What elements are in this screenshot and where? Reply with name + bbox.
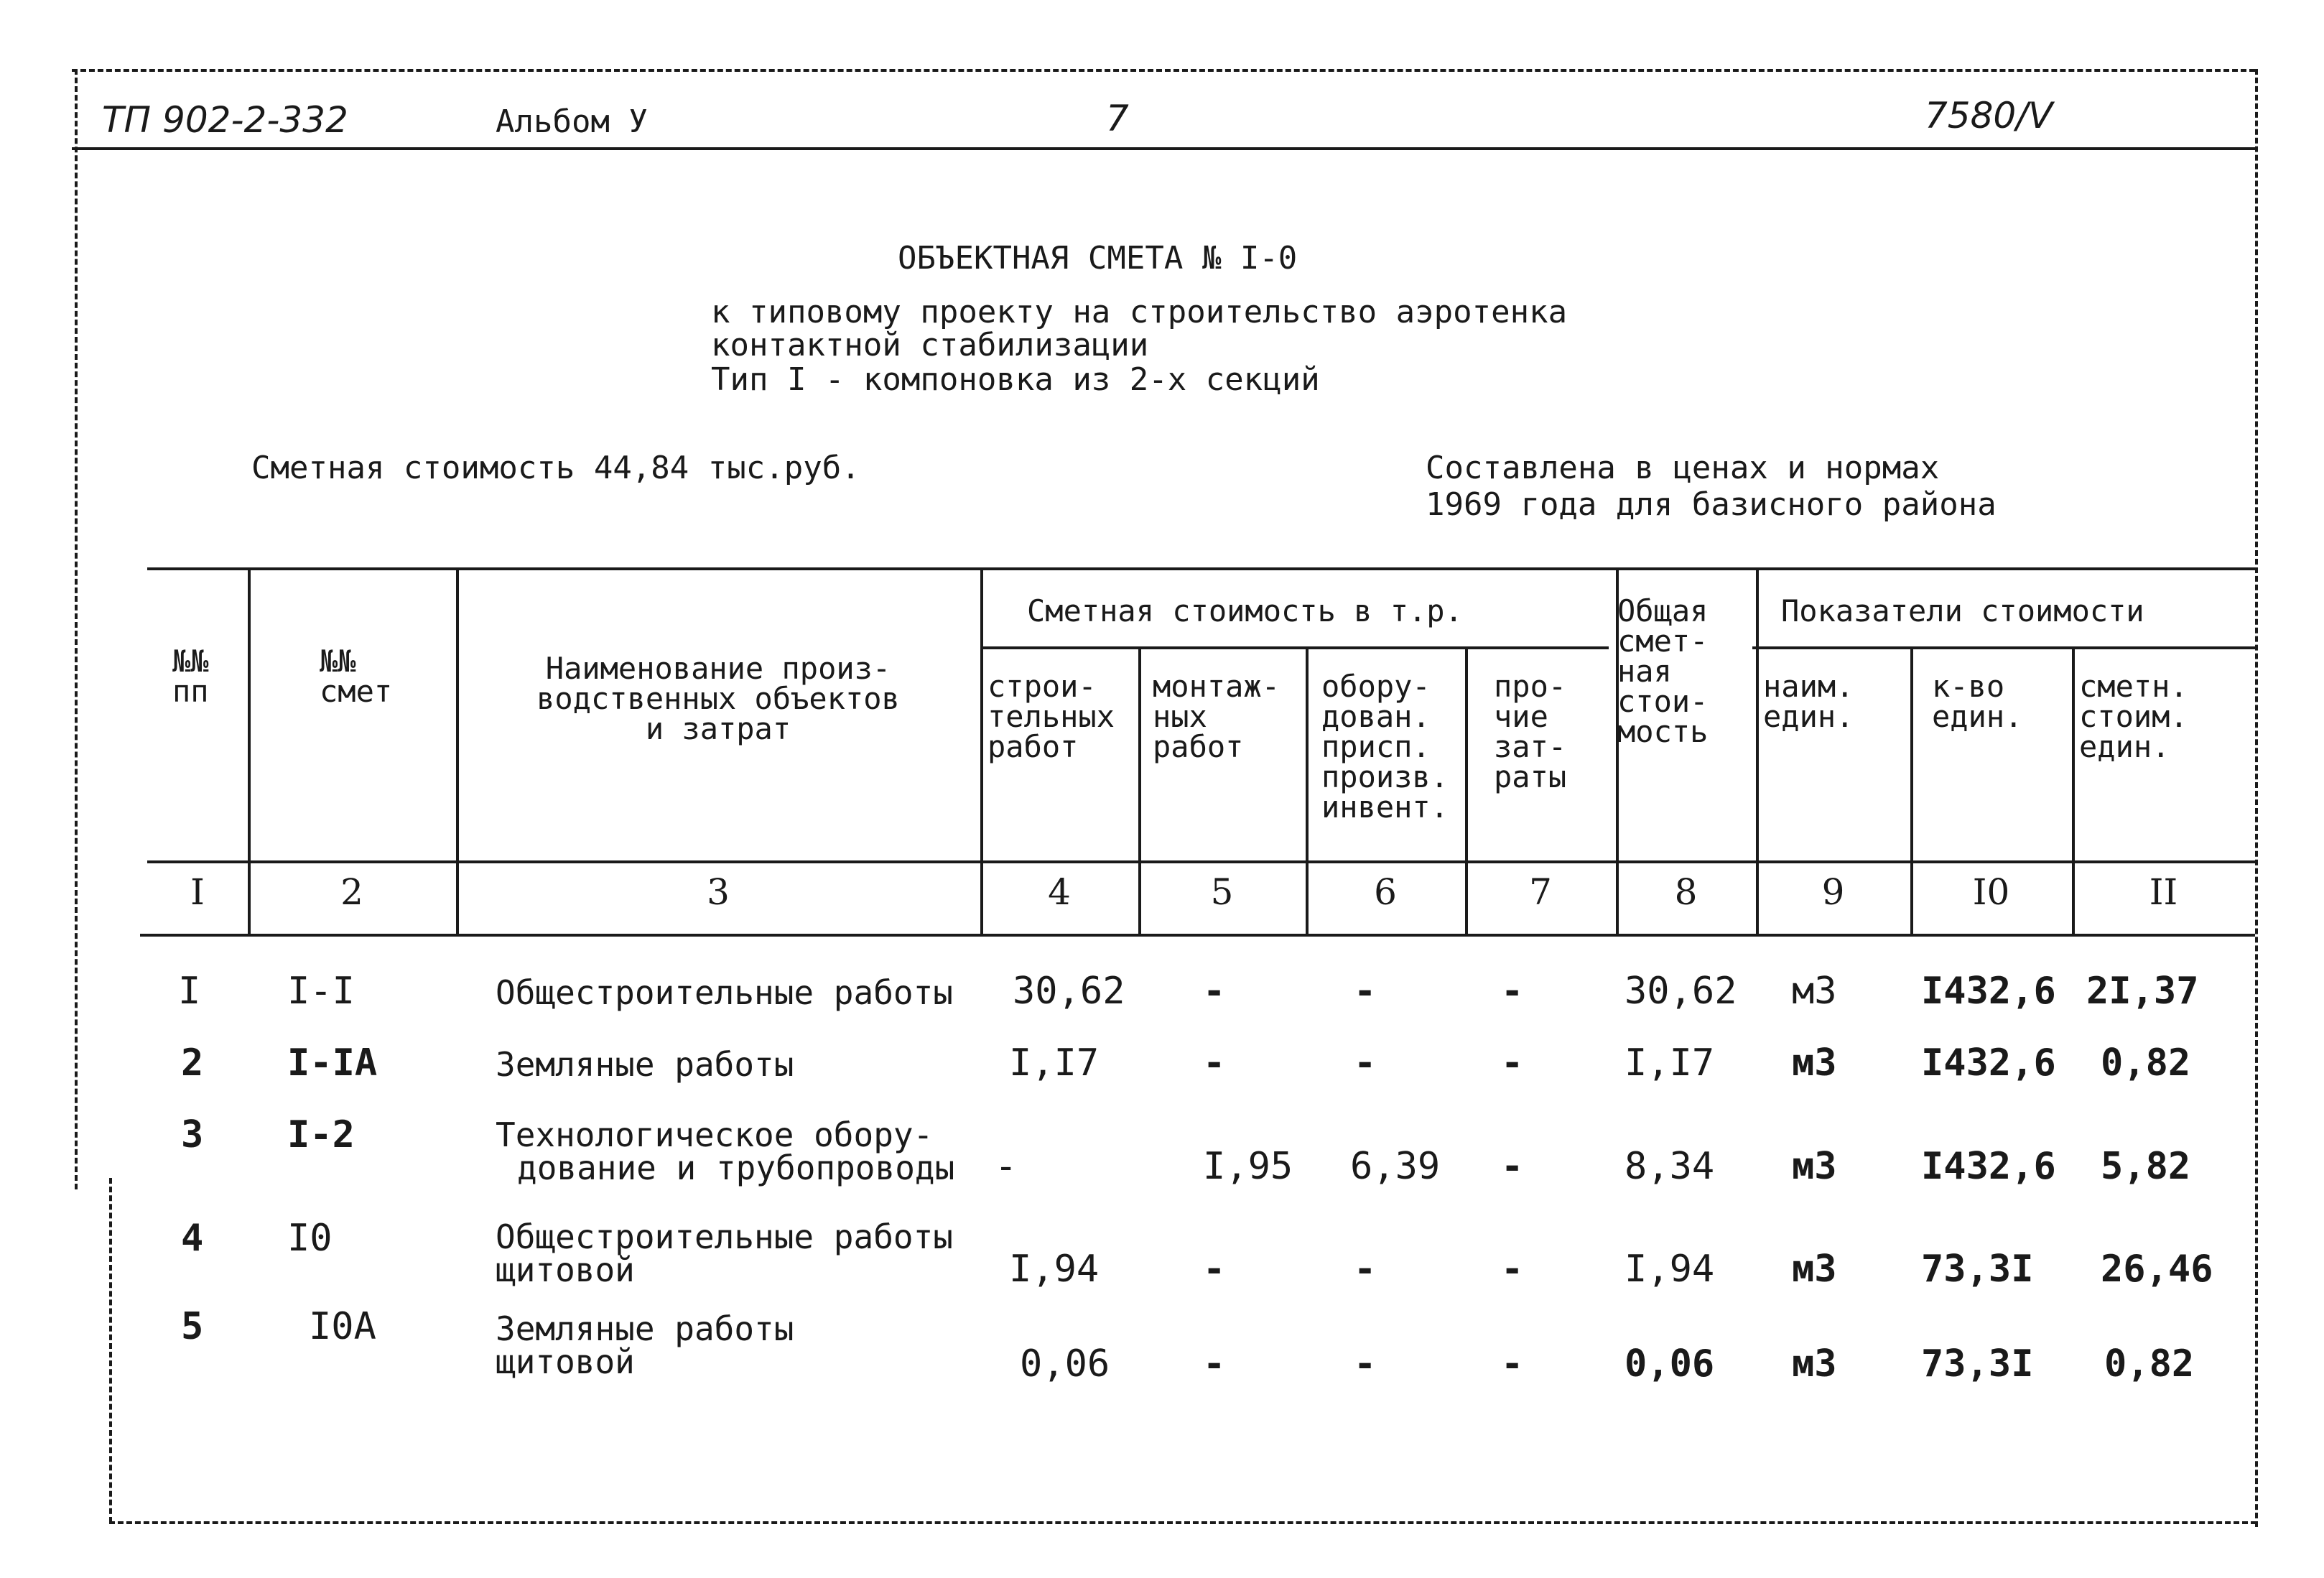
column-number-11: II [2149, 871, 2178, 913]
row-2-unit-cost: 0,82 [2101, 1041, 2191, 1085]
table-colnum-bottom-line [140, 934, 2255, 937]
subtitle-line-2: контактной стабилизации [711, 327, 1149, 363]
frame-left-line [75, 69, 78, 1189]
column-number-10: I0 [1972, 871, 2010, 913]
header-total-cost: Общая смет- ная стои- мость [1617, 593, 1709, 749]
row-3-total: 8,34 [1625, 1145, 1715, 1188]
row-5-unit-name: м3 [1792, 1342, 1837, 1386]
frame-left-lower-line [109, 1178, 112, 1523]
row-2-other: - [1501, 1041, 1524, 1085]
column-number-1: I [190, 871, 205, 913]
table-top-line [147, 567, 2255, 570]
table-group-line-indicators [1752, 646, 2255, 649]
header-other-costs: про- чие зат- раты [1494, 669, 1567, 794]
document-number: 7580/V [1925, 95, 2053, 136]
column-number-4: 4 [1048, 871, 1071, 913]
row-3-estimate: I-2 [287, 1113, 355, 1156]
row-5-name-line-1: Земляные работы [496, 1309, 794, 1348]
row-4-name-line-1: Общестроительные работы [496, 1217, 953, 1256]
row-1-unit-quantity: I432,6 [1921, 970, 2056, 1013]
row-5-estimate: I0A [309, 1305, 376, 1348]
header-indicators-group: Показатели стоимости [1781, 593, 2144, 628]
header-installation-works: монтаж- ных работ [1153, 669, 1280, 764]
row-3-name-line-2: дование и трубопроводы [517, 1148, 955, 1187]
row-5-other: - [1501, 1342, 1524, 1386]
row-1-construction: 30,62 [1013, 970, 1125, 1013]
row-3-unit-quantity: I432,6 [1921, 1145, 2056, 1188]
frame-right-line [2255, 69, 2258, 1527]
header-unit-quantity: к-во един. [1932, 669, 2023, 734]
column-number-8: 8 [1674, 871, 1698, 913]
row-2-number: 2 [181, 1041, 204, 1085]
row-3-number: 3 [181, 1113, 204, 1156]
row-5-unit-quantity: 73,3I [1921, 1342, 2034, 1386]
row-3-equipment: 6,39 [1350, 1145, 1441, 1188]
row-2-total: I,I7 [1625, 1041, 1715, 1085]
page-number: 7 [1106, 98, 1129, 139]
row-4-total: I,94 [1625, 1248, 1715, 1291]
row-5-construction: 0,06 [1020, 1342, 1110, 1386]
row-5-unit-cost: 0,82 [2104, 1342, 2195, 1386]
column-number-9: 9 [1821, 871, 1845, 913]
row-1-estimate: I-I [287, 970, 355, 1013]
header-row-number: №№ пп [172, 644, 209, 709]
header-construction-works: строи- тельных работ [987, 669, 1115, 764]
row-5-number: 5 [181, 1305, 204, 1348]
column-number-3: 3 [707, 871, 730, 913]
row-4-equipment: - [1354, 1248, 1377, 1291]
frame-bottom-line [109, 1521, 2256, 1524]
table-header-bottom-line [147, 860, 2255, 863]
row-1-number: I [178, 970, 201, 1013]
row-2-installation: - [1203, 1041, 1226, 1085]
row-3-name-line-1: Технологическое обору- [496, 1115, 934, 1154]
row-1-total: 30,62 [1625, 970, 1737, 1013]
row-3-unit-name: м3 [1792, 1145, 1837, 1188]
row-2-unit-quantity: I432,6 [1921, 1041, 2056, 1085]
row-2-equipment: - [1354, 1041, 1377, 1085]
row-2-unit-name: м3 [1792, 1041, 1837, 1085]
header-unit-cost: сметн. стоим. един. [2079, 669, 2188, 764]
row-3-construction: - [995, 1145, 1018, 1188]
row-4-unit-quantity: 73,3I [1921, 1248, 2034, 1291]
row-1-unit-cost: 2I,37 [2086, 970, 2199, 1013]
frame-top-line [72, 69, 2255, 72]
header-rule [72, 147, 2255, 150]
header-object-name: Наименование произ- водственных объектов и затрат [536, 651, 900, 746]
row-2-construction: I,I7 [1009, 1041, 1100, 1085]
header-equipment: обору- дован. присп. произв. инвент. [1321, 669, 1449, 825]
row-1-installation: - [1203, 970, 1226, 1013]
row-4-number: 4 [181, 1217, 204, 1260]
row-4-construction: I,94 [1009, 1248, 1100, 1291]
estimated-cost: Сметная стоимость 44,84 тыс.руб. [251, 450, 860, 486]
row-1-name: Общестроительные работы [496, 973, 953, 1012]
row-2-estimate: I-IA [287, 1041, 378, 1085]
row-4-unit-name: м3 [1792, 1248, 1837, 1291]
row-1-other: - [1501, 970, 1524, 1013]
prices-line-1: Составлена в ценах и нормах [1426, 450, 1940, 486]
table-group-line-cost [980, 646, 1609, 649]
subtitle-line-1: к типовому проекту на строительство аэротенка [711, 294, 1568, 330]
column-number-2: 2 [340, 871, 363, 913]
row-4-other: - [1501, 1248, 1524, 1291]
prices-line-2: 1969 года для базисного района [1426, 486, 1997, 523]
header-cost-group: Сметная стоимость в т.р. [1027, 593, 1463, 628]
subtitle-line-3: Тип I - компоновка из 2-х секций [711, 361, 1320, 398]
project-code: ТП 902-2-332 [102, 99, 348, 141]
page-title: ОБЪЕКТНАЯ СМЕТА № I-0 [898, 240, 1298, 277]
row-1-equipment: - [1354, 970, 1377, 1013]
column-number-6: 6 [1374, 871, 1397, 913]
column-number-5: 5 [1210, 871, 1234, 913]
row-5-name-line-2: щитовой [496, 1342, 635, 1381]
row-5-total: 0,06 [1625, 1342, 1715, 1386]
row-4-installation: - [1203, 1248, 1226, 1291]
row-1-unit-name: м3 [1792, 970, 1837, 1013]
row-3-other: - [1501, 1145, 1524, 1188]
row-4-estimate: I0 [287, 1217, 333, 1260]
row-4-name-line-2: щитовой [496, 1250, 635, 1289]
album-label: Альбом У [496, 103, 648, 140]
row-5-installation: - [1203, 1342, 1226, 1386]
row-4-unit-cost: 26,46 [2101, 1248, 2213, 1291]
row-3-installation: I,95 [1203, 1145, 1293, 1188]
row-5-equipment: - [1354, 1342, 1377, 1386]
row-2-name: Земляные работы [496, 1045, 794, 1084]
row-3-unit-cost: 5,82 [2101, 1145, 2191, 1188]
column-number-7: 7 [1529, 871, 1552, 913]
header-unit-name: наим. един. [1763, 669, 1854, 734]
header-estimate-number: №№ смет [320, 644, 393, 709]
